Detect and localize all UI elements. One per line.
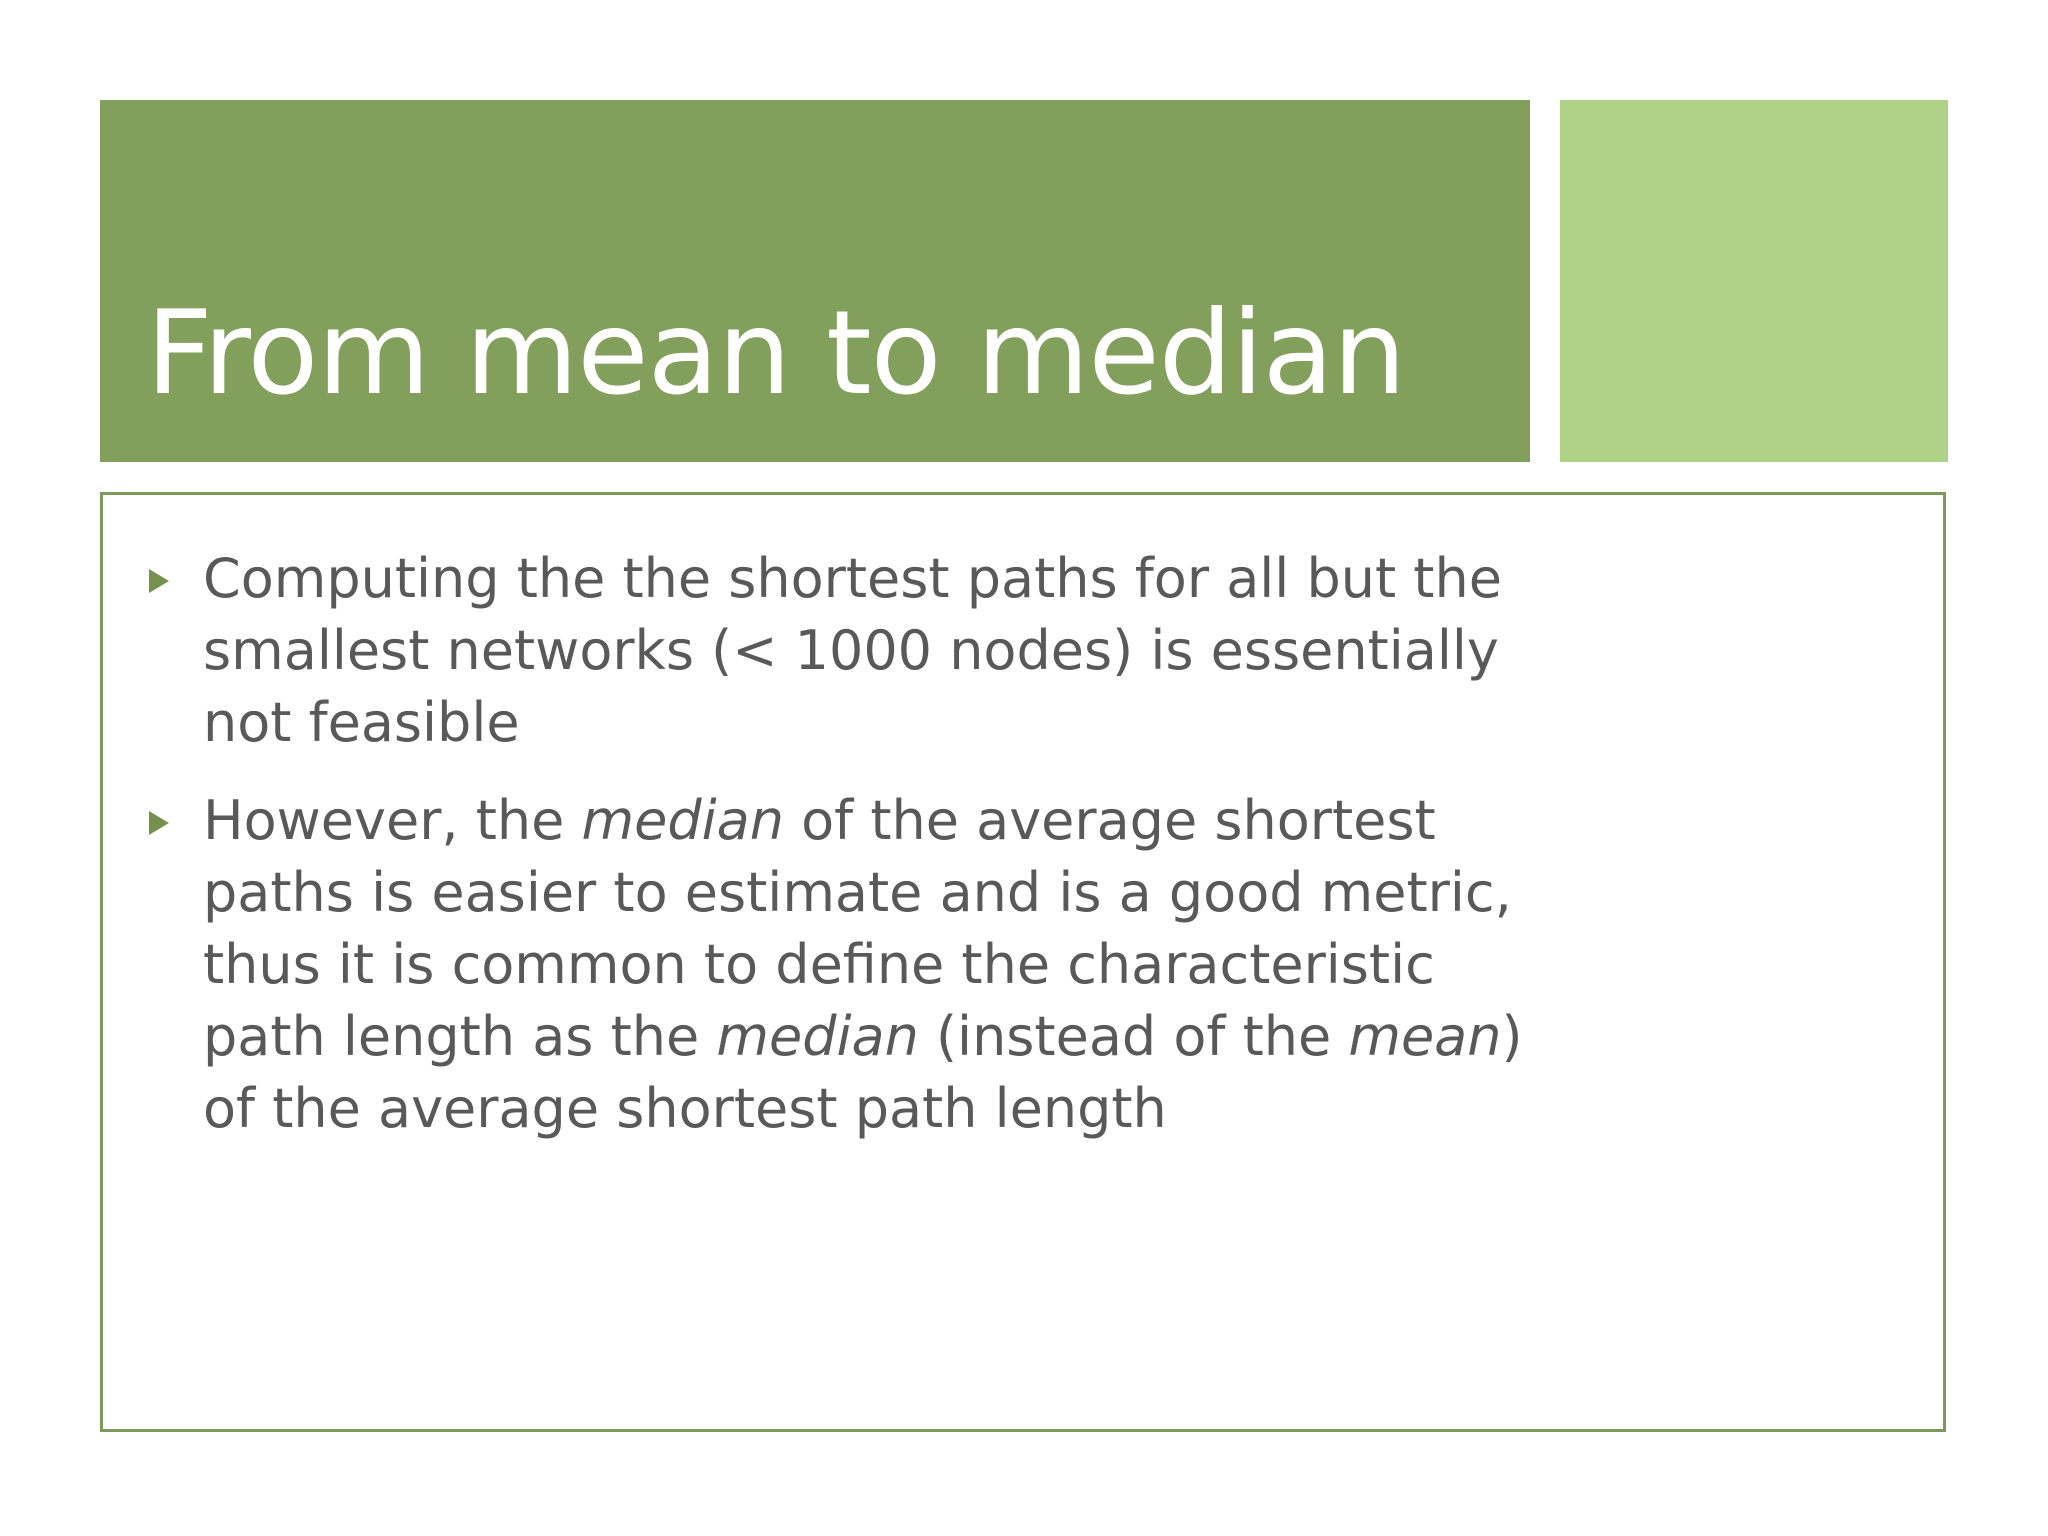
- bullet-text: [203, 785, 1523, 1145]
- bullet-text-emphasis: mean: [1348, 1005, 1502, 1068]
- slide-title: From mean to median: [146, 286, 1406, 421]
- bullet-text: [203, 543, 1523, 759]
- bullet-text-segment: (instead of the: [918, 1005, 1349, 1068]
- bullet-arrow-icon: [149, 569, 169, 593]
- bullet-text-segment: ) of the average shortest path length: [203, 1005, 1523, 1140]
- bullet-text-emphasis: median: [716, 1005, 919, 1068]
- bullet-item: [149, 785, 1569, 1145]
- bullet-text-emphasis: median: [581, 789, 784, 852]
- title-bar: [100, 100, 1530, 462]
- bullet-text-segment: However, the: [203, 789, 582, 852]
- accent-block: [1560, 100, 1948, 462]
- bullet-arrow-icon: [149, 811, 169, 835]
- bullet-item: [149, 543, 1569, 759]
- bullet-text-segment: Computing the the shortest paths for all but the smallest networks (< 1000 nodes) is essentially not feasible: [203, 547, 1502, 754]
- bullet-text-segment: of the average shortest paths is easier to estimate and is a good metric, thus it is common to define the characteristic path length as the: [203, 789, 1512, 1068]
- content-box: [100, 492, 1946, 1432]
- bullet-list: [149, 543, 1569, 1171]
